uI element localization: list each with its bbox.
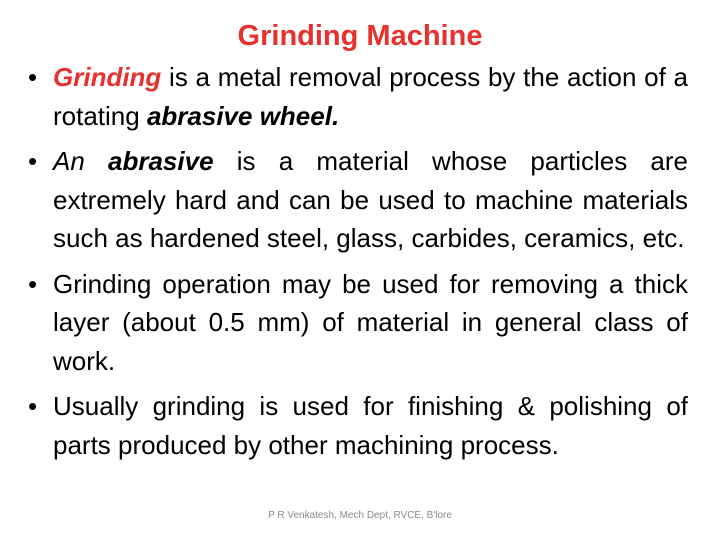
bullet-list — [26, 58, 688, 471]
bullet-text: is a material whose particles are extremely hard and can be used to machine materials such as hardened steel, glass, carbides, ceramics, etc. — [53, 146, 688, 253]
bullet-dot: • — [28, 146, 38, 176]
slide-title: Grinding Machine — [237, 20, 483, 52]
bullet-item — [26, 265, 688, 381]
bullet-text: Grinding operation may be used for removing a thick layer (about 0.5 mm) of material in general class of work. — [53, 268, 688, 376]
bullet-lead: An — [53, 146, 85, 176]
bullet-item — [26, 142, 688, 258]
term-abrasive-wheel: abrasive wheel. — [146, 100, 340, 131]
term-abrasive: abrasive — [108, 146, 214, 176]
bullet-text: Usually grinding is used for finishing & polishing of parts produced by other machining process. — [53, 391, 688, 460]
bullet-item — [26, 58, 688, 135]
bullet-dot: • — [28, 391, 38, 421]
bullet-dot: • — [28, 62, 38, 92]
term-grinding: Grinding — [53, 62, 162, 92]
bullet-dot: • — [28, 268, 38, 299]
bullet-text: is a metal removal process by the action of a rotating — [53, 62, 688, 131]
bullet-item — [26, 387, 688, 464]
slide-footer: P R Venkatesh, Mech Dept, RVCE, B'lore — [268, 510, 452, 521]
